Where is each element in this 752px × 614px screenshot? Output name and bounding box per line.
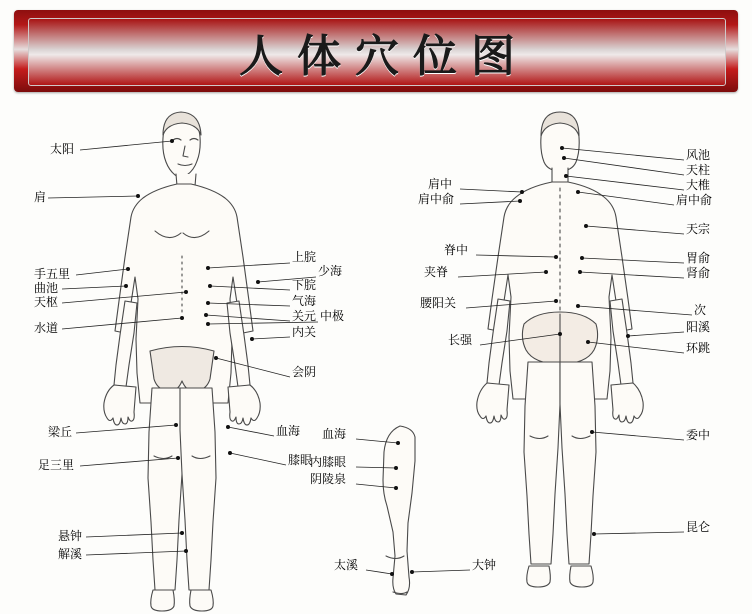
label-quchi[interactable]: 曲池	[34, 281, 59, 295]
label-huiyin[interactable]: 会阴	[292, 365, 317, 379]
label-yaoyangguan[interactable]: 腰阳关	[420, 296, 457, 310]
label-tianzong[interactable]: 天宗	[686, 222, 711, 236]
label-xiawan[interactable]: 下脘	[292, 278, 317, 292]
leader-lines	[0, 96, 752, 614]
label-ci[interactable]: 次	[694, 303, 707, 317]
title-banner-inner	[28, 18, 726, 86]
label-fengchi[interactable]: 风池	[686, 148, 711, 162]
label-jiaji[interactable]: 夹脊	[424, 265, 449, 279]
label-tianzhu[interactable]: 天柱	[686, 163, 711, 177]
label-huantiao[interactable]: 环跳	[686, 341, 711, 355]
label-yinlingquan[interactable]: 阴陵泉	[310, 472, 347, 486]
label-qihai[interactable]: 气海	[292, 294, 317, 308]
label-jiexi[interactable]: 解溪	[58, 547, 83, 561]
label-shaohai[interactable]: 少海	[318, 264, 343, 278]
label-neixiyan[interactable]: 内膝眼	[310, 455, 347, 469]
label-weizhong[interactable]: 委中	[686, 428, 711, 442]
label-weishu[interactable]: 胃俞	[686, 251, 711, 265]
label-xuehai-leg[interactable]: 血海	[322, 427, 347, 441]
label-guanyuan[interactable]: 关元	[292, 309, 317, 323]
label-zusanli[interactable]: 足三里	[38, 458, 75, 472]
label-changqiang[interactable]: 长强	[448, 333, 473, 347]
label-jianzhong[interactable]: 肩中	[428, 177, 453, 191]
label-zhongji[interactable]: 中极	[320, 309, 345, 323]
label-liangqiu[interactable]: 梁丘	[48, 425, 73, 439]
label-shuidao[interactable]: 水道	[34, 321, 59, 335]
label-kunlun[interactable]: 昆仑	[686, 520, 711, 534]
label-shouwuli[interactable]: 手五里	[34, 267, 71, 281]
label-dazhong[interactable]: 大钟	[472, 558, 497, 572]
diagram-canvas	[0, 96, 752, 614]
label-xuanzhong[interactable]: 悬钟	[58, 529, 83, 543]
label-xuehai-front[interactable]: 血海	[276, 424, 301, 438]
page-title: 人体穴位图	[239, 31, 529, 82]
label-shenshu[interactable]: 肾俞	[686, 266, 711, 280]
label-yangxi[interactable]: 阳溪	[686, 320, 711, 334]
label-taiyang[interactable]: 太阳	[50, 142, 75, 156]
label-tianshu[interactable]: 天枢	[34, 295, 59, 309]
label-dazhui[interactable]: 大椎	[686, 178, 711, 192]
label-neiguan[interactable]: 内关	[292, 325, 317, 339]
label-shangwan[interactable]: 上脘	[292, 250, 317, 264]
title-banner	[14, 10, 738, 92]
label-xiyan[interactable]: 膝眼	[288, 453, 313, 467]
label-jianzhongshu-left[interactable]: 肩中俞	[418, 192, 455, 206]
label-jizhong[interactable]: 脊中	[444, 243, 469, 257]
label-jianzhongshu-right[interactable]: 肩中俞	[676, 193, 713, 207]
label-taixi[interactable]: 太溪	[334, 558, 359, 572]
label-jian[interactable]: 肩	[34, 190, 47, 204]
